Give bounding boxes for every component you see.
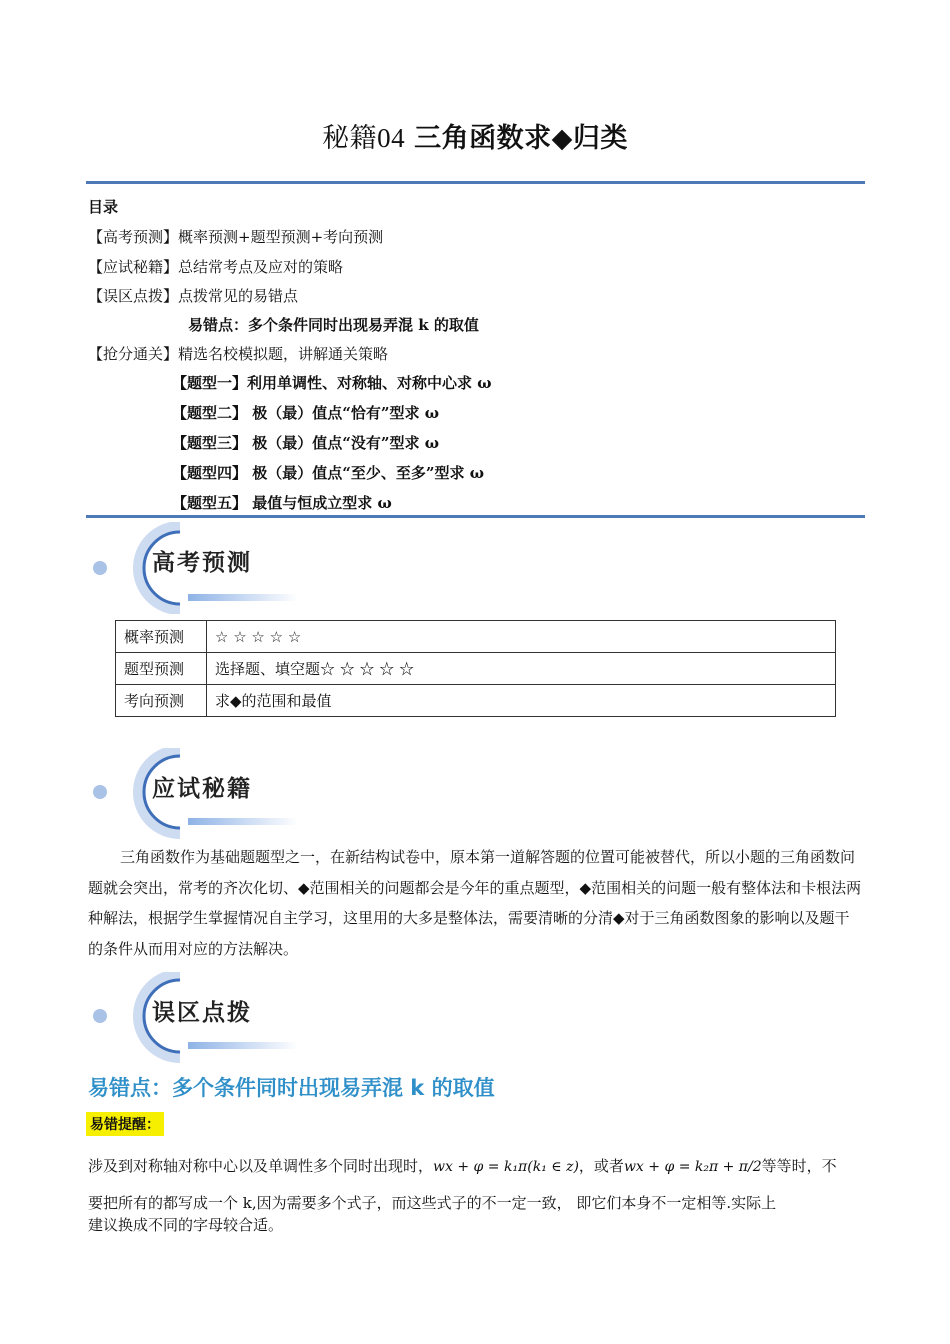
table-row	[116, 621, 836, 653]
toc-subitem[interactable]: 易错点：多个条件同时出现易弄混 k 的取值	[188, 316, 479, 334]
table-row	[116, 653, 836, 685]
prediction-table	[115, 620, 836, 717]
table-cell-value: ☆ ☆ ☆ ☆ ☆	[207, 621, 836, 653]
formula-2: wx + φ = k₂π + π/2	[623, 1159, 762, 1175]
secrets-paragraph: 三角函数作为基础题题型之一，在新结构试卷中，原本第一道解答题的位置可能被替代，所以小题的三角函数问题就会突出，常考的齐次化切、◆范围相关的问题都会是今年的重点题型，◆范围相关的问题一般有整体法和卡根法两种解法，根据学生掌握情况自主学习，这里用的大多是整体法，需要清晰的分清◆对于三角函数图象的影响以及题干的条件从而用对应的方法解决。	[88, 848, 862, 958]
mistake-heading: 易错点：多个条件同时出现易弄混 k 的取值	[88, 1076, 495, 1100]
table-cell-key: 概率预测	[116, 621, 207, 653]
toc-type-3[interactable]: 【题型三】 极（最）值点“没有”型求 ω	[172, 434, 439, 452]
banner-wuqu	[88, 972, 308, 1064]
toc-type-4[interactable]: 【题型四】 极（最）值点“至少、至多”型求 ω	[172, 464, 484, 482]
table-row	[116, 685, 836, 717]
banner-label: 应试秘籍	[152, 776, 252, 802]
table-cell-key: 考向预测	[116, 685, 207, 717]
toc-type-1[interactable]: 【题型一】利用单调性、对称轴、对称中心求 ω	[172, 374, 492, 392]
formula-1: wx + φ = k₁π(k₁ ∈ z)	[433, 1159, 579, 1175]
toc-type-2[interactable]: 【题型二】 极（最）值点“恰有”型求 ω	[172, 404, 439, 422]
page-title	[0, 116, 950, 155]
banner-label: 高考预测	[152, 550, 252, 576]
table-cell-key: 题型预测	[116, 653, 207, 685]
toc-item[interactable]: 【误区点拨】点拨常见的易错点	[88, 287, 299, 305]
toc-heading: 目录	[88, 198, 119, 216]
toc-item[interactable]: 【高考预测】概率预测+题型预测+考向预测	[88, 228, 384, 246]
banner-yingshi	[88, 748, 308, 840]
mistake-line-3: 建议换成不同的字母较合适。	[88, 1216, 284, 1234]
mistake-line-2: 要把所有的都写成一个 k,因为需要多个式子，而这些式子的不一定一致， 即它们本身不一定相等.实际上	[88, 1194, 777, 1212]
title-num: 04	[377, 123, 406, 153]
banner-gaokao	[88, 522, 308, 614]
top-divider	[86, 181, 865, 184]
title-bold: 三角函数求◆归类	[414, 123, 628, 154]
table-cell-value: 求◆的范围和最值	[207, 685, 836, 717]
toc-item[interactable]: 【应试秘籍】总结常考点及应对的策略	[88, 258, 344, 276]
toc-bottom-divider	[86, 515, 865, 518]
mistake-reminder-badge: 易错提醒：	[86, 1112, 164, 1136]
toc-type-5[interactable]: 【题型五】 最值与恒成立型求 ω	[172, 494, 392, 512]
toc-item[interactable]: 【抢分通关】精选名校模拟题，讲解通关策略	[88, 345, 389, 363]
mistake-line-1: 涉及到对称轴对称中心以及单调性多个同时出现时，wx + φ = k₁π(k₁ ∈ z)，或者wx + φ = k₂π + π/2等等时，不	[88, 1157, 837, 1175]
banner-label: 误区点拨	[152, 1000, 252, 1026]
title-prefix: 秘籍	[322, 123, 378, 154]
table-cell-value: 选择题、填空题☆ ☆ ☆ ☆ ☆	[207, 653, 836, 685]
